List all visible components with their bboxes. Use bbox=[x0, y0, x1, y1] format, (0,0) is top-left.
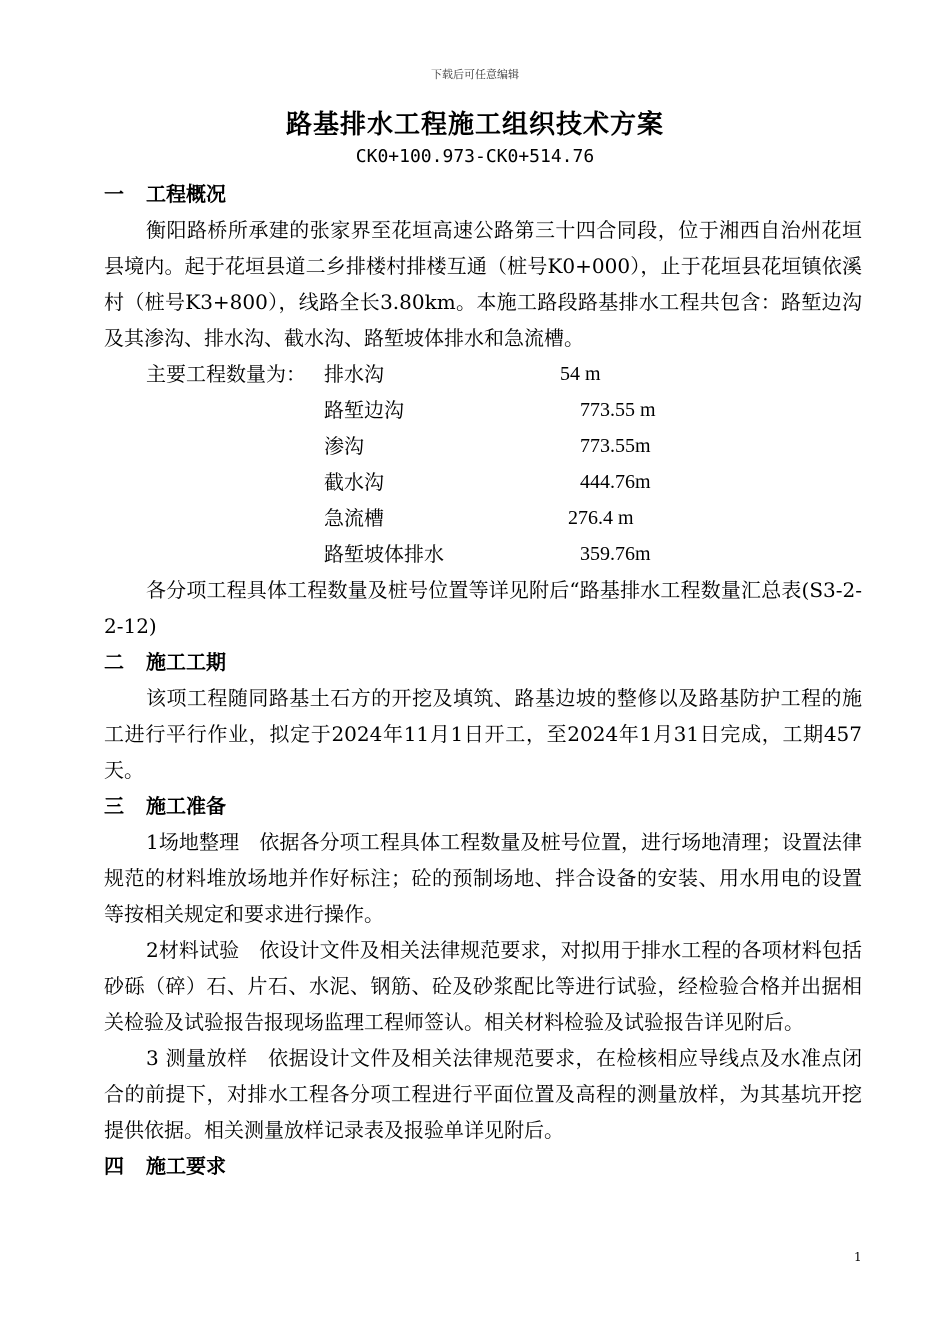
quantity-row bbox=[104, 536, 862, 572]
paragraph-quantities-note: 各分项工程具体工程数量及桩号位置等详见附后“路基排水工程数量汇总表(S3-2-2-12) bbox=[104, 578, 862, 638]
quantity-row bbox=[104, 428, 862, 464]
quantity-lead: 主要工程数量为： bbox=[146, 362, 306, 386]
quantity-row bbox=[104, 392, 862, 428]
quantity-value: 773.55 m bbox=[580, 399, 656, 421]
section-heading-2: 二 施工工期 bbox=[104, 650, 226, 674]
section-heading-4: 四 施工要求 bbox=[104, 1154, 226, 1178]
quantity-name: 路堑坡体排水 bbox=[324, 542, 444, 566]
document-subtitle: CK0+100.973-CK0+514.76 bbox=[355, 146, 595, 167]
section-heading-1: 一 工程概况 bbox=[104, 182, 226, 206]
quantity-name: 排水沟 bbox=[324, 362, 384, 386]
paragraph-overview: 衡阳路桥所承建的张家界至花垣高速公路第三十四合同段，位于湘西自治州花垣县境内。起于花垣县道二乡排楼村排楼互通（桩号K0+000），止于花垣县花垣镇依溪村（桩号K3+800），线路全长3.80km。本施工路段路基排水工程共包含：路堑边沟及其渗沟、排水沟、截水沟、路堑坡体排水和急流槽。 bbox=[104, 218, 862, 350]
header-note: 下载后可任意编辑 bbox=[431, 68, 519, 81]
document-body bbox=[104, 176, 862, 1184]
quantity-row bbox=[104, 464, 862, 500]
quantity-value: 773.55m bbox=[580, 435, 651, 457]
paragraph-schedule: 该项工程随同路基土石方的开挖及填筑、路基边坡的整修以及路基防护工程的施工进行平行作业，拟定于2024年11月1日开工，至2024年1月31日完成，工期457天。 bbox=[104, 686, 862, 782]
quantity-value: 276.4 m bbox=[568, 507, 634, 529]
paragraph-survey: 3 测量放样 依据设计文件及相关法律规范要求，在检核相应导线点及水准点闭合的前提下，对排水工程各分项工程进行平面位置及高程的测量放样，为其基坑开挖提供依据。相关测量放样记录表及报验单详见附后。 bbox=[104, 1046, 862, 1142]
document-title: 路基排水工程施工组织技术方案 bbox=[285, 110, 664, 140]
quantity-name: 急流槽 bbox=[324, 506, 384, 530]
section-heading-3: 三 施工准备 bbox=[104, 794, 226, 818]
quantity-value: 444.76m bbox=[580, 471, 651, 493]
page-number: 1 bbox=[854, 1250, 862, 1264]
quantity-name: 渗沟 bbox=[324, 434, 364, 458]
quantity-value: 359.76m bbox=[580, 543, 651, 565]
paragraph-material-test: 2材料试验 依设计文件及相关法律规范要求，对拟用于排水工程的各项材料包括砂砾（碎）石、片石、水泥、钢筋、砼及砂浆配比等进行试验，经检验合格并出据相关检验及试验报告报现场监理工程师签认。相关材料检验及试验报告详见附后。 bbox=[104, 938, 862, 1034]
quantity-name: 截水沟 bbox=[324, 470, 384, 494]
quantity-row bbox=[104, 500, 862, 536]
paragraph-site-prep: 1场地整理 依据各分项工程具体工程数量及桩号位置，进行场地清理；设置法律规范的材料堆放场地并作好标注；砼的预制场地、拌合设备的安装、用水用电的设置等按相关规定和要求进行操作。 bbox=[104, 830, 862, 926]
quantity-value: 54 m bbox=[560, 363, 601, 385]
quantity-name: 路堑边沟 bbox=[324, 398, 404, 422]
quantity-row bbox=[104, 356, 862, 392]
